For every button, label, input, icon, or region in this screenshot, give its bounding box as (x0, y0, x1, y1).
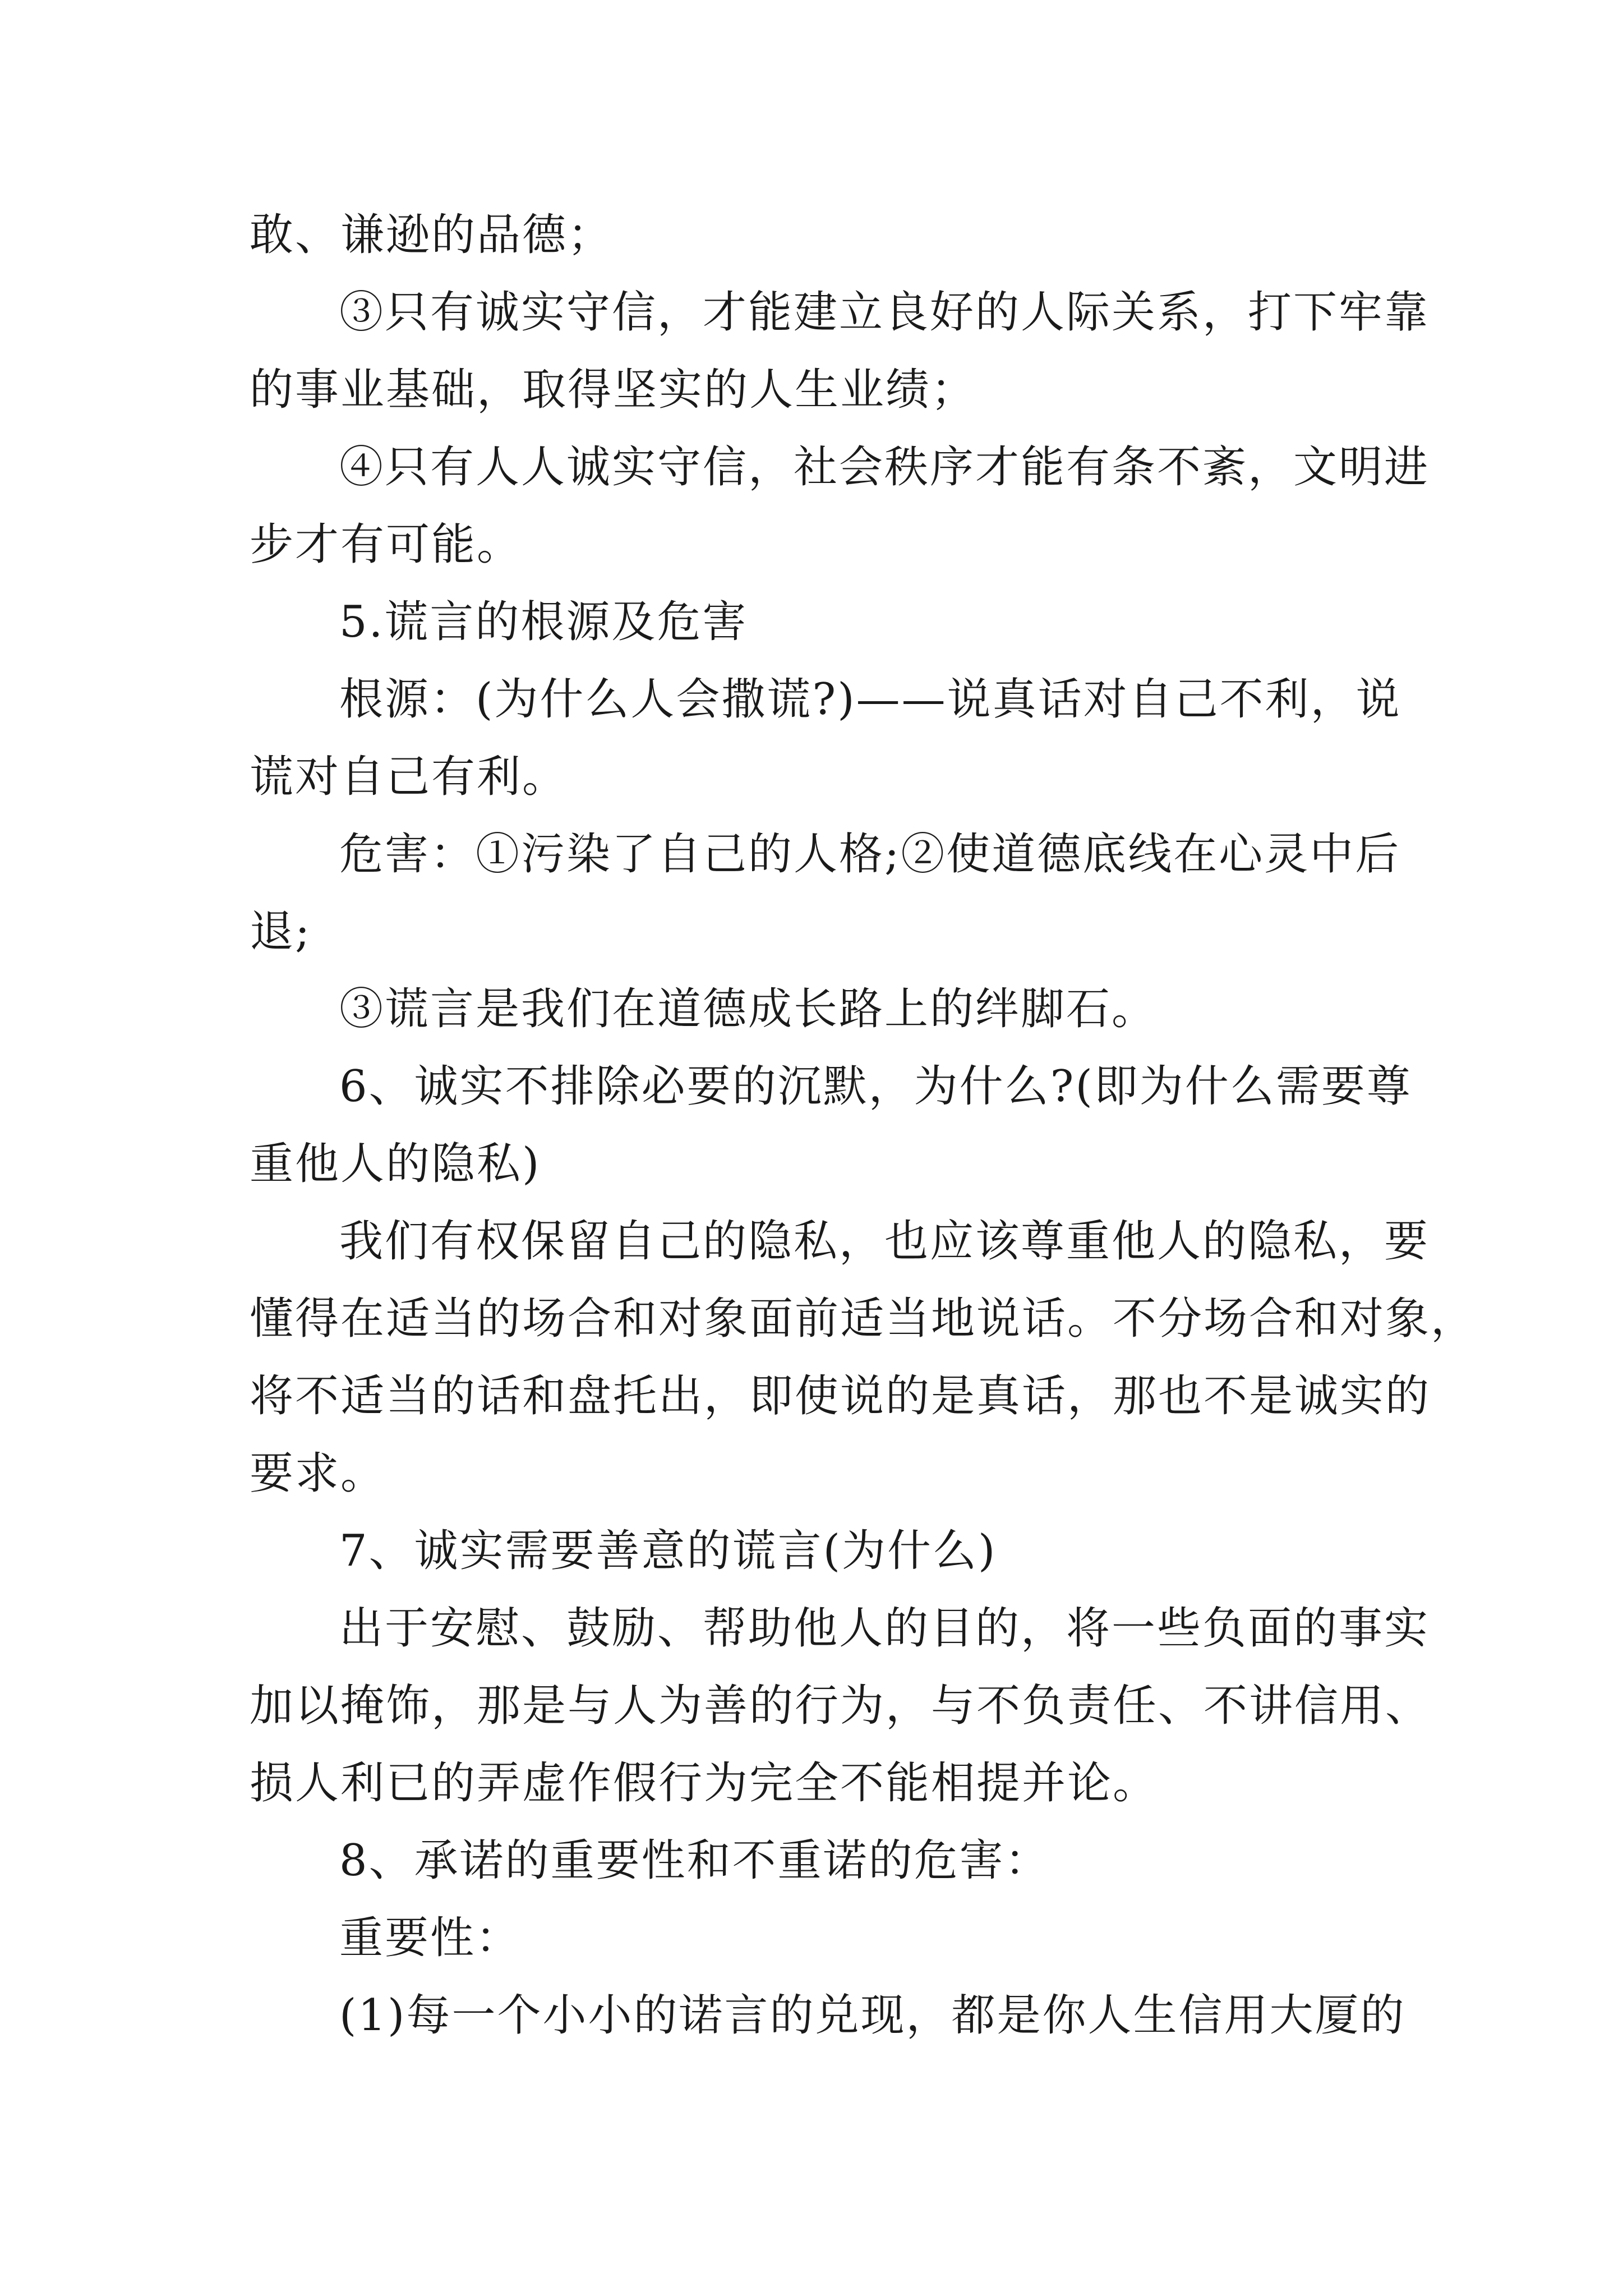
text-line: 重他人的隐私) (250, 1139, 541, 1189)
text-line: 敢、谦逊的品德； (250, 210, 614, 260)
text-line: 我们有权保留自己的隐私，也应该尊重他人的隐私，要 (339, 1216, 1430, 1267)
text-line: ③只有诚实守信，才能建立良好的人际关系，打下牢靠 (339, 287, 1430, 338)
section-heading: 6、诚实不排除必要的沉默，为什么?(即为什么需要尊 (339, 1061, 1412, 1112)
text-line: 加以掩饰，那是与人为善的行为，与不负责任、不讲信用、 (250, 1681, 1431, 1731)
text-line: 根源：(为什么人会撒谎?)——说真话对自己不利，说 (339, 674, 1401, 725)
subheading: 重要性： (339, 1913, 522, 1963)
text-line: 将不适当的话和盘托出，即使说的是真话，那也不是诚实的 (250, 1371, 1431, 1421)
text-line: ④只有人人诚实守信，社会秩序才能有条不紊，文明进 (339, 442, 1430, 493)
text-line: 危害：①污染了自己的人格;②使道德底线在心灵中后 (339, 829, 1401, 880)
text-line: 步才有可能。 (250, 519, 523, 570)
text-line: 退; (250, 907, 312, 957)
text-line: (1)每一个小小的诺言的兑现，都是你人生信用大厦的 (339, 1990, 1406, 2041)
text-line: 的事业基础，取得坚实的人生业绩； (250, 365, 977, 415)
section-heading: 8、承诺的重要性和不重诺的危害： (339, 1835, 1050, 1886)
text-line: 损人利已的弄虚作假行为完全不能相提并论。 (250, 1758, 1159, 1809)
section-heading: 7、诚实需要善意的谎言(为什么) (339, 1526, 997, 1576)
text-line: 出于安慰、鼓励、帮助他人的目的，将一些负面的事实 (339, 1603, 1430, 1654)
text-line: ③谎言是我们在道德成长路上的绊脚石。 (339, 984, 1158, 1034)
text-line: 谎对自己有利。 (250, 752, 568, 802)
text-line: 要求。 (250, 1448, 386, 1499)
document-body (250, 196, 1477, 2054)
section-heading: 5.谎言的根源及危害 (339, 597, 748, 647)
text-line: 懂得在适当的场合和对象面前适当地说话。不分场合和对象， (250, 1294, 1477, 1344)
